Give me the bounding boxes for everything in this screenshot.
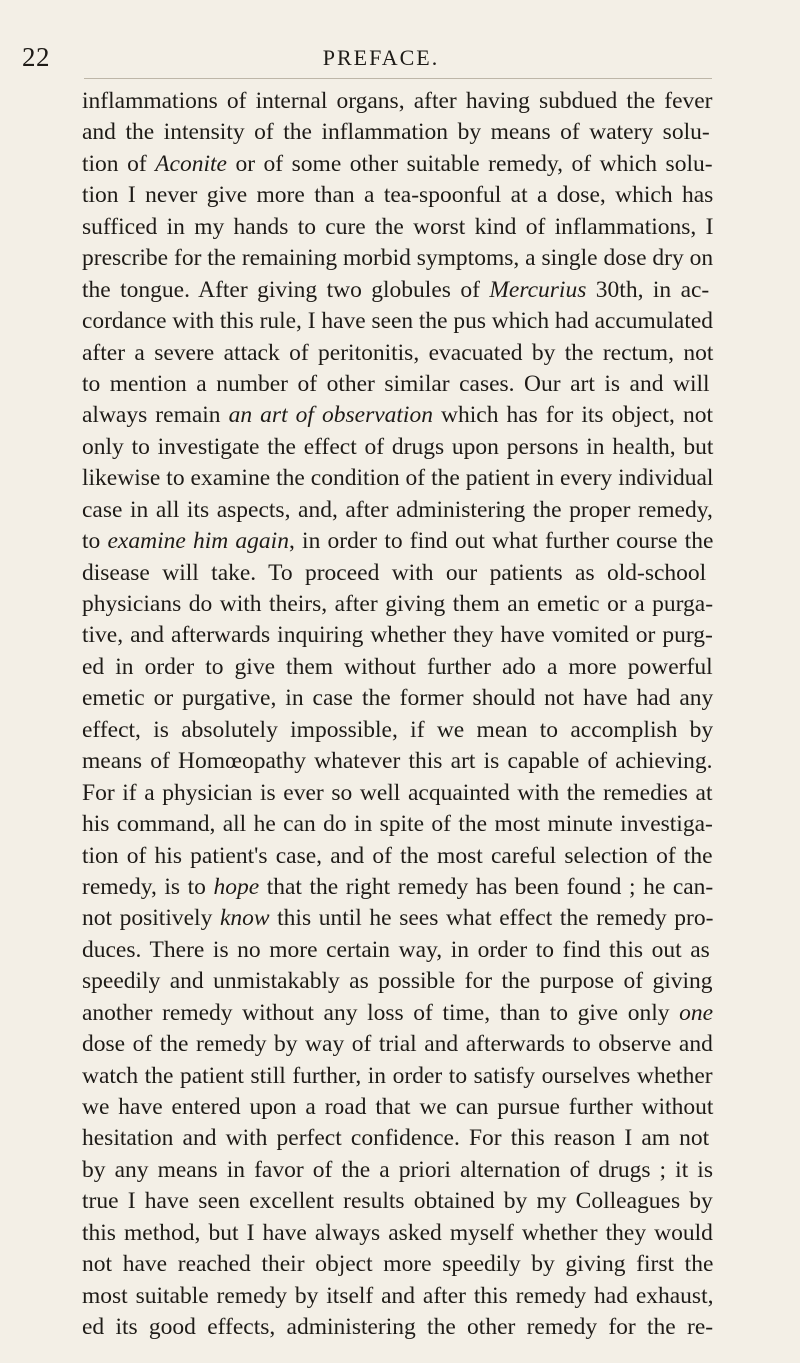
text-run: inflammations of internal organs, after having subdued the fever [82,88,713,114]
text-run: this method, but I have always asked myself whether they would [82,1219,713,1246]
text-line [82,117,713,148]
text-line [82,998,713,1029]
text-run: tion I never give more than a tea-spoonful at a dose, which has [82,182,714,209]
text-run: not positively [82,905,220,932]
text-line [82,620,713,651]
text-line [82,86,713,117]
text-line [82,841,713,872]
text-line [82,1249,713,1280]
text-run: sufficed in my hands to cure the worst kind of inflammations, I [82,213,714,240]
text-run: the tongue. After giving two globules of [82,276,490,303]
text-run: another remedy without any loss of time, than to give only [82,999,680,1026]
text-run: emetic or purgative, in case the former should not have had any [82,685,714,712]
text-run: physicians do with theirs, after giving them an emetic or a purga- [82,591,714,617]
text-run: remedy, is to [82,873,214,900]
text-line [82,715,713,746]
text-run: or of some other suitable remedy, of which solu- [226,150,713,177]
italic-text: examine him again [107,528,289,555]
text-run: ed its good effects, administering the other remedy for the re- [82,1314,714,1341]
text-line [82,212,713,243]
text-line [82,463,713,494]
text-run: effect, is absolutely impossible, if we mean to accomplish by [82,716,714,743]
text-line [82,1218,713,1249]
running-head-title: PREFACE. [322,45,440,70]
text-run: means of Homœopathy whatever this art is capable of achieving. [82,748,713,775]
text-run: only to investigate the effect of drugs upon persons in health, but [82,433,714,460]
text-run: his command, all he can do in spite of the most minute investiga- [82,811,713,838]
text-run: which has for its object, not [432,402,713,429]
text-line [82,652,713,683]
text-line [82,149,713,180]
text-line [82,275,713,306]
text-run: watch the patient still further, in order to satisfy ourselves whether [82,1062,713,1089]
header-rule [84,78,712,79]
running-head [22,42,740,72]
text-line [82,1061,713,1092]
text-line [82,872,713,903]
text-run: always remain [82,402,229,429]
text-line [82,526,713,557]
text-run: to [82,528,108,555]
text-run: ed in order to give them without further ado a more powerful [82,653,713,680]
text-line [82,589,713,620]
text-line [82,180,713,211]
text-run: we have entered upon a road that we can pursue further without [82,1094,714,1120]
text-line [82,338,713,369]
text-line [82,903,713,934]
text-run: speedily and unmistakably as possible for the purpose of giving [82,968,713,995]
text-line [82,495,713,526]
text-run: by any means in favor of the a priori alternation of drugs ; it is [82,1156,713,1183]
text-line [82,1155,713,1186]
text-run: duces. There is no more certain way, in order to find this out as [82,936,710,963]
text-line [82,1029,713,1060]
text-run: and the intensity of the inflammation by means of watery solu- [82,119,710,146]
italic-text: hope [213,873,260,900]
text-line [82,1281,713,1312]
text-line [82,1186,713,1217]
text-run: not have reached their object more speedily by giving first the [82,1251,714,1278]
italic-text: Mercurius [489,276,587,303]
text-run: tion of his patient's case, and of the most careful selection of the [82,842,713,869]
text-run: tive, and afterwards inquiring whether they have vomited or purg- [82,622,713,649]
italic-text: an art of observation [228,402,433,429]
text-line [82,778,713,809]
text-run: after a severe attack of peritonitis, evacuated by the rectum, not [82,339,714,366]
text-run: , in order to find out what further course the [288,528,714,555]
text-line [82,683,713,714]
text-run: true I have seen excellent results obtained by my Colleagues by [82,1188,713,1215]
text-run: tion of [82,150,156,177]
text-run: For if a physician is ever so well acquainted with the remedies at [82,779,713,806]
text-run: prescribe for the remaining morbid symptoms, a single dose dry on [82,245,714,272]
text-line [82,400,713,431]
text-line [82,966,713,997]
text-run: that the right remedy has been found ; he can- [259,873,714,900]
text-line [82,1092,713,1123]
text-run: 30th, in ac- [586,276,710,303]
page-number: 22 [22,42,50,72]
text-line [82,306,713,337]
text-run: cordance with this rule, I have seen the pus which had accumulated [82,308,713,335]
text-run: likewise to examine the condition of the patient in every individual [82,465,714,492]
italic-text: know [219,905,270,932]
text-line [82,1312,713,1343]
text-line [82,746,713,777]
text-line [82,809,713,840]
text-line [82,369,713,400]
text-run: disease will take. To proceed with our patients as old-school [82,559,707,586]
text-line [82,558,713,589]
text-run: to mention a number of other similar cases. Our art is and will [82,370,710,397]
italic-text: Aconite [155,150,227,177]
body-text [82,86,713,1344]
text-run: most suitable remedy by itself and after this remedy had exhaust, [82,1282,714,1309]
text-run: dose of the remedy by way of trial and afterwards to observe and [82,1031,713,1058]
text-line [82,1123,713,1154]
text-line [82,243,713,274]
text-line [82,935,713,966]
text-line [82,432,713,463]
text-run: case in all its aspects, and, after administering the proper remedy, [82,496,713,523]
italic-text: one [679,999,714,1026]
text-run: hesitation and with perfect confidence. For this reason I am not [82,1125,710,1152]
text-run: this until he sees what effect the remedy pro- [269,905,714,932]
